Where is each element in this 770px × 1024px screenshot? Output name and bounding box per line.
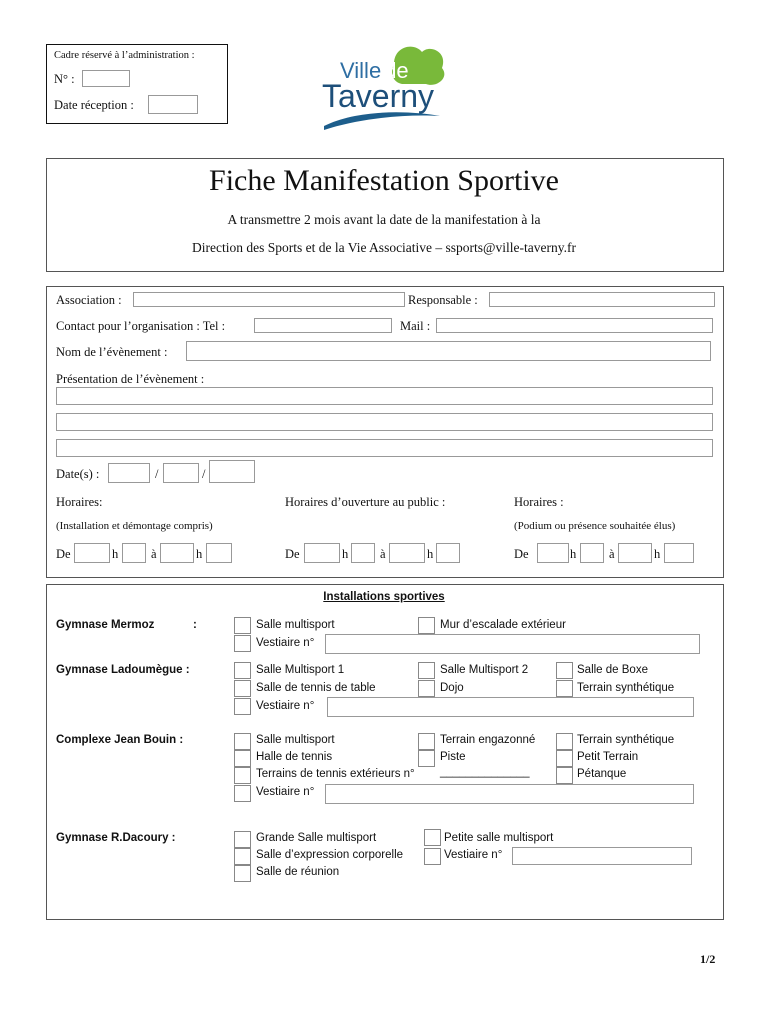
presentation-label: Présentation de l’évènement : xyxy=(56,372,205,386)
date-day-field[interactable] xyxy=(108,463,150,483)
mermoz-vestiaire-checkbox[interactable] xyxy=(234,635,251,652)
h-label-1b: h xyxy=(196,547,203,561)
bouin-salle-checkbox[interactable] xyxy=(234,733,251,750)
dates-label: Date(s) : xyxy=(56,467,100,481)
horaires-label: Horaires: xyxy=(56,495,103,509)
mermoz-vestiaire-label: Vestiaire n° xyxy=(256,637,315,649)
h-label-2b: h xyxy=(427,547,434,561)
dacoury-vestiaire-field[interactable] xyxy=(512,847,692,865)
header-line1: A transmettre 2 mois avant la date de la manifestation à la xyxy=(227,212,541,227)
date-month-field[interactable] xyxy=(163,463,199,483)
ladoumegue-boxe-label: Salle de Boxe xyxy=(577,664,648,676)
nom-field[interactable] xyxy=(186,341,711,361)
ladoumegue-boxe-checkbox[interactable] xyxy=(556,662,573,679)
bouin-halle-checkbox[interactable] xyxy=(234,750,251,767)
ladoumegue-tennis-label: Salle de tennis de table xyxy=(256,682,376,694)
h-label-2a: h xyxy=(342,547,349,561)
ville-de-taverny-logo xyxy=(316,40,456,135)
bouin-halle-label: Halle de tennis xyxy=(256,751,333,763)
dacoury-name: Gymnase R.Dacoury : xyxy=(56,832,176,844)
horaire3-to-m[interactable] xyxy=(664,543,694,563)
horaire1-to-m[interactable] xyxy=(206,543,232,563)
date-slash-1: / xyxy=(155,467,159,481)
bouin-piste-checkbox[interactable] xyxy=(418,750,435,767)
bouin-vestiaire-checkbox[interactable] xyxy=(234,785,251,802)
admin-number-label: N° : xyxy=(54,72,75,86)
presentation-line-1[interactable] xyxy=(56,387,713,405)
ladoumegue-synth-checkbox[interactable] xyxy=(556,680,573,697)
ladoumegue-dojo-checkbox[interactable] xyxy=(418,680,435,697)
association-field[interactable] xyxy=(133,292,405,307)
horaire2-to-m[interactable] xyxy=(436,543,460,563)
date-slash-2: / xyxy=(202,467,206,481)
presentation-line-3[interactable] xyxy=(56,439,713,457)
podium-note: (Podium ou présence souhaitée élus) xyxy=(514,520,676,532)
page-title: Fiche Manifestation Sportive xyxy=(209,164,559,197)
ladoumegue-name: Gymnase Ladoumègue : xyxy=(56,664,190,676)
bouin-ext-blank[interactable]: ______________ xyxy=(440,766,530,778)
horaires-public-label: Horaires d’ouverture au public : xyxy=(285,495,446,509)
admin-title: Cadre réservé à l’administration : xyxy=(54,50,195,61)
responsable-label: Responsable : xyxy=(408,293,478,307)
mermoz-name: Gymnase Mermoz xyxy=(56,619,155,631)
bouin-petanque-label: Pétanque xyxy=(577,768,627,780)
header-line2: Direction des Sports et de la Vie Associative – ssports@ville-taverny.fr xyxy=(192,240,576,255)
mermoz-mur-label: Mur d’escalade extérieur xyxy=(440,619,566,631)
bouin-synth-checkbox[interactable] xyxy=(556,733,573,750)
bouin-ext-checkbox[interactable] xyxy=(234,767,251,784)
ladoumegue-vestiaire-label: Vestiaire n° xyxy=(256,700,315,712)
a-label-1: à xyxy=(151,547,157,561)
horaire3-to-h[interactable] xyxy=(618,543,652,563)
bouin-piste-label: Piste xyxy=(440,751,466,763)
logo-taverny: Taverny xyxy=(322,78,435,114)
ladoumegue-synth-label: Terrain synthétique xyxy=(577,682,675,694)
tel-field[interactable] xyxy=(254,318,392,333)
bouin-petit-label: Petit Terrain xyxy=(577,751,639,763)
installations-title: Installations sportives xyxy=(323,591,445,603)
ladoumegue-s2-checkbox[interactable] xyxy=(418,662,435,679)
association-label: Association : xyxy=(56,293,122,307)
ladoumegue-s1-checkbox[interactable] xyxy=(234,662,251,679)
horaire2-from-h[interactable] xyxy=(304,543,340,563)
mermoz-salle-label: Salle multisport xyxy=(256,619,335,631)
bouin-salle-label: Salle multisport xyxy=(256,734,335,746)
dacoury-reunion-checkbox[interactable] xyxy=(234,865,251,882)
admin-date-field[interactable] xyxy=(148,95,198,114)
de-label-3: De xyxy=(514,547,529,561)
horaire2-from-m[interactable] xyxy=(351,543,375,563)
page-number: 1/2 xyxy=(700,952,716,966)
ladoumegue-dojo-label: Dojo xyxy=(440,682,464,694)
h-label-3b: h xyxy=(654,547,661,561)
bouin-petit-checkbox[interactable] xyxy=(556,750,573,767)
dacoury-expr-checkbox[interactable] xyxy=(234,848,251,865)
responsable-field[interactable] xyxy=(489,292,715,307)
ladoumegue-s2-label: Salle Multisport 2 xyxy=(440,664,529,676)
horaire3-from-h[interactable] xyxy=(537,543,569,563)
dacoury-petite-label: Petite salle multisport xyxy=(444,832,554,844)
bouin-gazon-checkbox[interactable] xyxy=(418,733,435,750)
dacoury-vestiaire-checkbox[interactable] xyxy=(424,848,441,865)
dacoury-grande-label: Grande Salle multisport xyxy=(256,832,377,844)
horaire1-from-m[interactable] xyxy=(122,543,146,563)
mermoz-mur-checkbox[interactable] xyxy=(418,617,435,634)
mail-field[interactable] xyxy=(436,318,713,333)
de-label-1: De xyxy=(56,547,71,561)
contact-label: Contact pour l’organisation : Tel : xyxy=(56,319,226,333)
h-label-3a: h xyxy=(570,547,577,561)
nom-label: Nom de l’évènement : xyxy=(56,345,168,359)
horaires-podium-label: Horaires : xyxy=(514,495,564,509)
install-note: (Installation et démontage compris) xyxy=(56,520,213,532)
admin-date-label: Date réception : xyxy=(54,98,134,112)
horaire1-to-h[interactable] xyxy=(160,543,194,563)
dacoury-vestiaire-label: Vestiaire n° xyxy=(444,849,503,861)
mermoz-vestiaire-field[interactable] xyxy=(325,634,700,654)
bouin-name: Complexe Jean Bouin : xyxy=(56,734,184,746)
h-label-1a: h xyxy=(112,547,119,561)
dacoury-reunion-label: Salle de réunion xyxy=(256,866,340,878)
logo-ville: Ville xyxy=(340,58,382,83)
a-label-2: à xyxy=(380,547,386,561)
ladoumegue-tennis-checkbox[interactable] xyxy=(234,680,251,697)
de-label-2: De xyxy=(285,547,300,561)
bouin-vestiaire-label: Vestiaire n° xyxy=(256,786,315,798)
bouin-synth-label: Terrain synthétique xyxy=(577,734,675,746)
dacoury-expr-label: Salle d’expression corporelle xyxy=(256,849,404,861)
bouin-vestiaire-field[interactable] xyxy=(325,784,694,804)
bouin-petanque-checkbox[interactable] xyxy=(556,767,573,784)
ladoumegue-s1-label: Salle Multisport 1 xyxy=(256,664,345,676)
mermoz-salle-checkbox[interactable] xyxy=(234,617,251,634)
admin-number-field[interactable] xyxy=(82,70,130,87)
ladoumegue-vestiaire-field[interactable] xyxy=(327,697,694,717)
mail-label: Mail : xyxy=(400,319,431,333)
horaire2-to-h[interactable] xyxy=(389,543,425,563)
bouin-gazon-label: Terrain engazonné xyxy=(440,734,536,746)
bouin-ext-label: Terrains de tennis extérieurs n° xyxy=(256,768,415,780)
logo-de: de xyxy=(384,58,409,83)
presentation-line-2[interactable] xyxy=(56,413,713,431)
dacoury-petite-checkbox[interactable] xyxy=(424,829,441,846)
ladoumegue-vestiaire-checkbox[interactable] xyxy=(234,698,251,715)
horaire1-from-h[interactable] xyxy=(74,543,110,563)
horaire3-from-m[interactable] xyxy=(580,543,604,563)
mermoz-colon: : xyxy=(193,619,197,631)
a-label-3: à xyxy=(609,547,615,561)
dacoury-grande-checkbox[interactable] xyxy=(234,831,251,848)
date-year-field[interactable] xyxy=(209,460,255,483)
